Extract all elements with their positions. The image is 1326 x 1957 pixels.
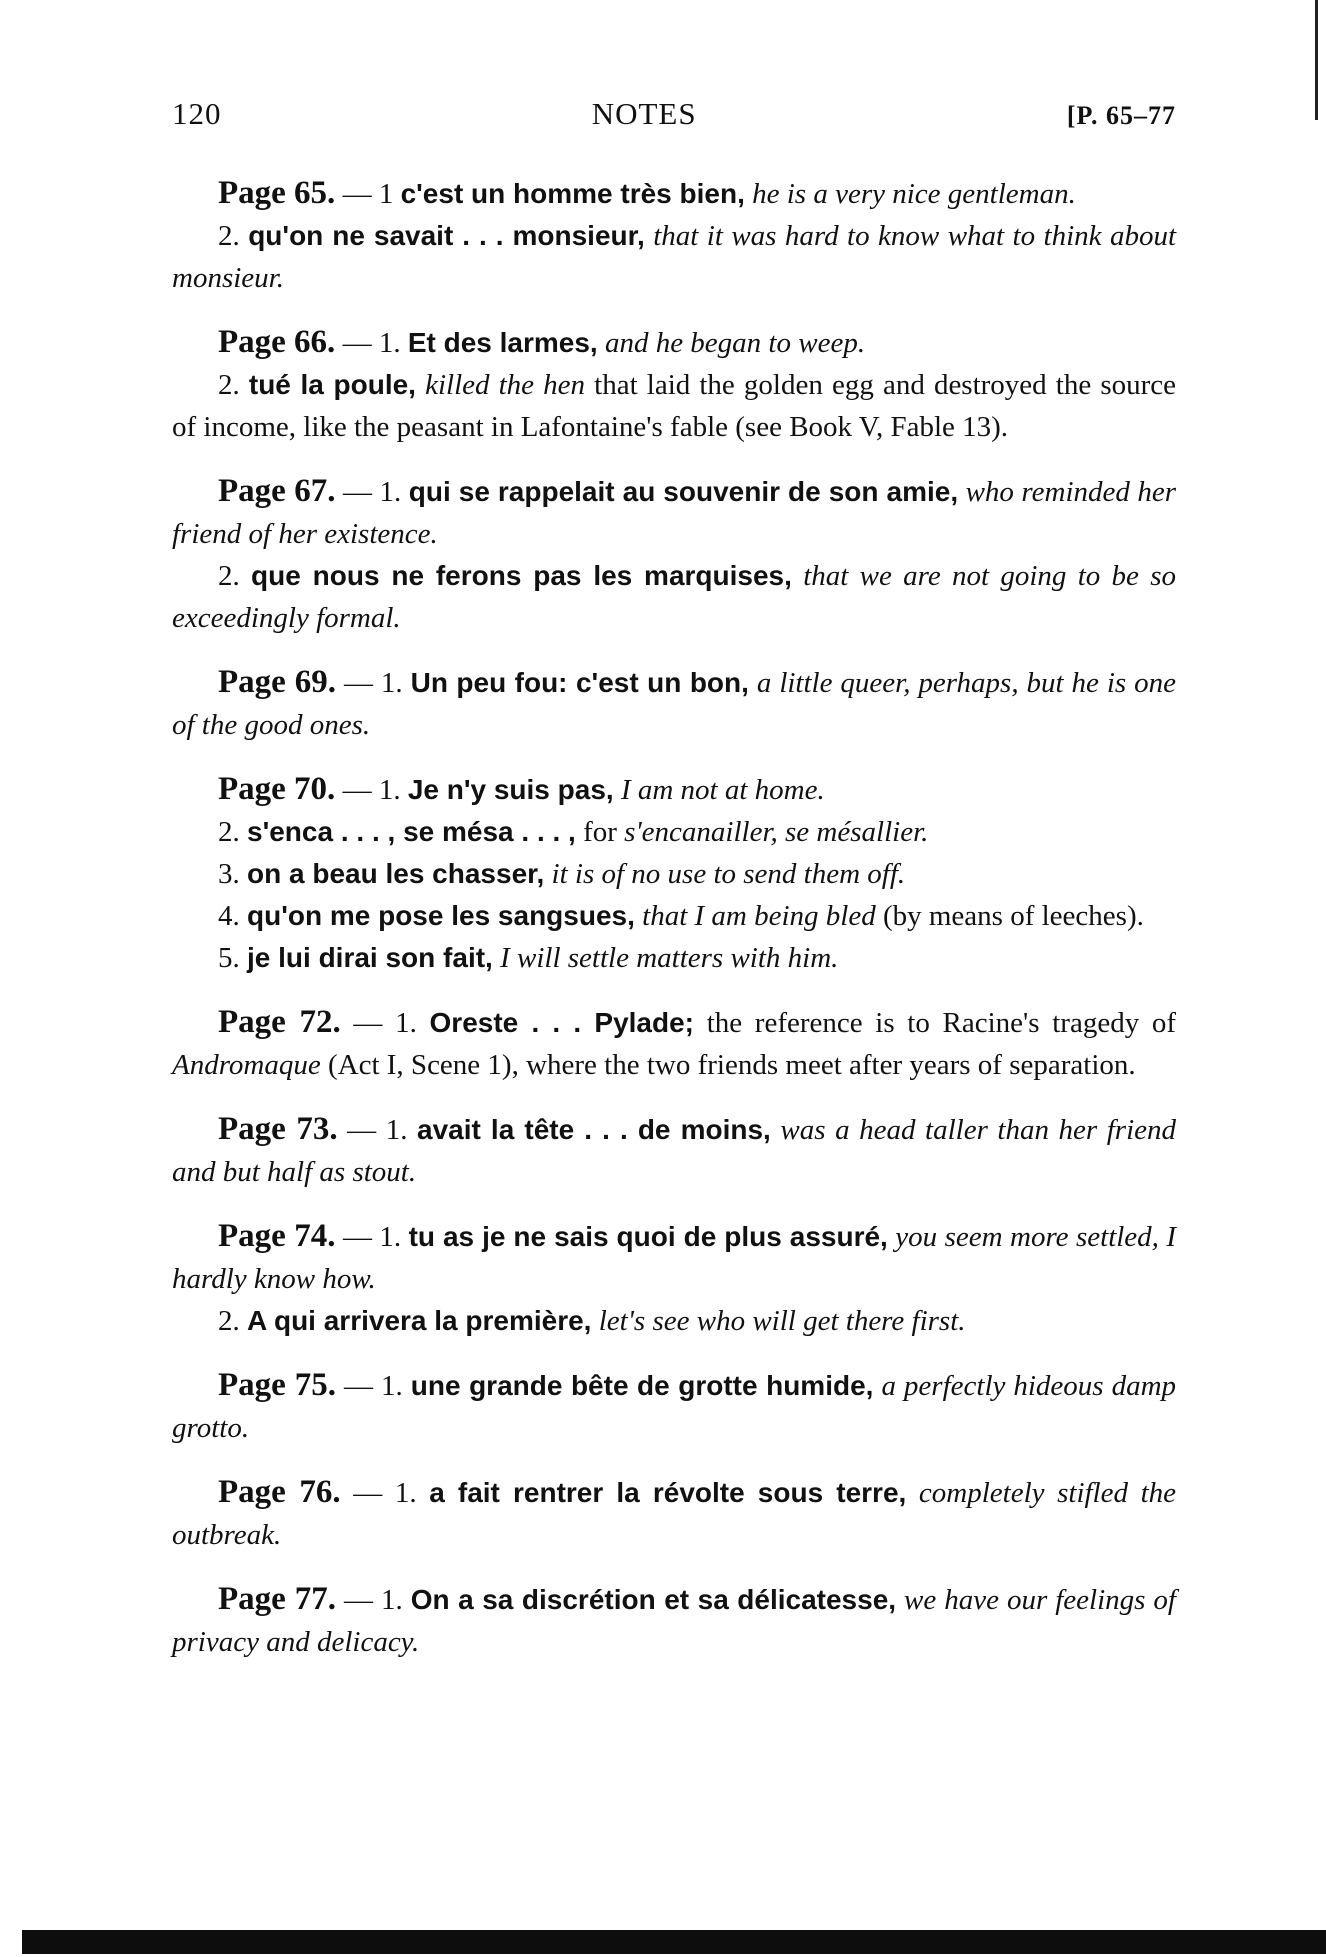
- note-item: [172, 215, 1176, 299]
- english-gloss: we have our feelings of privacy and delicacy.: [172, 1584, 1176, 1658]
- note-number: 1.: [381, 1370, 403, 1402]
- note-item: [172, 364, 1176, 448]
- note-number: 1.: [395, 1007, 417, 1039]
- french-phrase: s'enca . . . , se mésa . . . ,: [247, 816, 576, 847]
- note-number: 1.: [379, 476, 402, 508]
- note-item: Page 69. — 1. Un peu fou: c'est un bon, a little queer, perhaps, but he is one of the good ones.: [172, 664, 1177, 741]
- note-page-label: Page 76.: [218, 1474, 341, 1510]
- french-phrase: Oreste . . . Pylade;: [429, 1007, 694, 1038]
- note-item: [172, 811, 1176, 853]
- note-entry: [172, 321, 1176, 448]
- english-gloss: a little queer, perhaps, but he is one of the good ones.: [172, 667, 1177, 741]
- section-title: NOTES: [591, 96, 697, 131]
- french-phrase: tu as je ne sais quoi de plus assuré,: [408, 1221, 888, 1252]
- note-item: Page 74. — 1. tu as je ne sais quoi de plus assuré, you seem more settled, I hardly know how.: [172, 1218, 1177, 1295]
- english-gloss: you seem more settled, I hardly know how.: [172, 1221, 1177, 1295]
- note-item: [172, 555, 1176, 639]
- page-range: [P. 65–77: [1066, 101, 1176, 130]
- note-item: Page 77. — 1. On a sa discrétion et sa délicatesse, we have our feelings of privacy and delicacy.: [172, 1581, 1176, 1658]
- english-gloss: that I am being bled: [642, 900, 876, 932]
- note-number: 1.: [378, 327, 401, 359]
- notes-page: [172, 96, 1176, 1685]
- note-item: Page 72. — 1. Oreste . . . Pylade; the reference is to Racine's tragedy of Andromaque (Act I, Scene 1), where the two friends meet after years of separation.: [172, 1004, 1177, 1081]
- french-phrase: Je n'y suis pas,: [407, 774, 614, 805]
- note-number: 1.: [379, 1221, 402, 1253]
- french-phrase: une grande bête de grotte humide,: [410, 1370, 874, 1401]
- note-entry: [172, 661, 1176, 746]
- note-entry: [172, 1001, 1176, 1086]
- french-phrase: je lui dirai son fait,: [247, 942, 493, 973]
- note-item: [172, 895, 1176, 937]
- note-item: Page 75. — 1. une grande bête de grotte humide, a perfectly hideous damp grotto.: [172, 1367, 1177, 1444]
- running-head: [172, 96, 1176, 132]
- french-phrase: c'est un homme très bien,: [400, 178, 745, 209]
- english-gloss: I will settle matters with him.: [500, 942, 839, 974]
- note-item: [172, 1300, 1176, 1342]
- page-number: 120: [172, 96, 222, 131]
- note-page-label: Page 75.: [218, 1367, 337, 1403]
- note-entry: [172, 1215, 1176, 1342]
- note-number: 1.: [381, 1584, 403, 1616]
- french-phrase: qu'on me pose les sangsues,: [247, 900, 635, 931]
- english-gloss: let's see who will get there first.: [598, 1305, 966, 1337]
- french-phrase: On a sa discrétion et sa délicatesse,: [410, 1584, 897, 1615]
- note-number: 2.: [218, 560, 240, 592]
- french-phrase: que nous ne ferons pas les marquises,: [251, 560, 792, 591]
- french-phrase: on a beau les chasser,: [247, 858, 545, 889]
- note-text: (by means of leeches).: [882, 900, 1144, 932]
- english-gloss: who reminded her friend of her existence.: [172, 476, 1177, 550]
- french-phrase: Un peu fou: c'est un bon,: [410, 667, 749, 698]
- note-text: for: [583, 816, 617, 848]
- note-entry: [172, 1578, 1176, 1663]
- note-item: Page 76. — 1. a fait rentrer la révolte sous terre, completely stifled the outbreak.: [172, 1474, 1177, 1551]
- french-phrase: qu'on ne savait . . . monsieur,: [248, 220, 645, 251]
- note-text: that laid the golden egg and destroyed the source of income, like the peasant in Lafontaine's fable (see Book V, Fable 13).: [172, 369, 1177, 443]
- english-gloss: it is of no use to send them off.: [551, 858, 906, 890]
- french-phrase: avait la tête . . . de moins,: [417, 1114, 771, 1145]
- note-number: 2.: [218, 1305, 240, 1337]
- note-entry: [172, 172, 1176, 299]
- note-page-label: Page 72.: [218, 1004, 341, 1040]
- note-text: the reference is to Racine's tragedy of: [706, 1007, 1177, 1039]
- notes-list: [172, 172, 1176, 1663]
- english-gloss: I am not at home.: [620, 774, 825, 806]
- note-entry: [172, 1364, 1176, 1449]
- note-item: Page 73. — 1. avait la tête . . . de moins, was a head taller than her friend and but half as stout.: [172, 1111, 1177, 1188]
- note-page-label: Page 69.: [218, 664, 336, 700]
- english-gloss: and he began to weep.: [604, 327, 866, 359]
- note-number: 1.: [394, 1477, 417, 1509]
- english-gloss: a perfectly hideous damp grotto.: [172, 1370, 1177, 1444]
- note-entry: [172, 470, 1176, 639]
- french-phrase: A qui arrivera la première,: [247, 1305, 592, 1336]
- english-gloss: was a head taller than her friend and but half as stout.: [172, 1114, 1177, 1188]
- note-number: 1.: [378, 774, 401, 806]
- note-item: Page 70. — 1. Je n'y suis pas, I am not at home.: [218, 771, 825, 807]
- bottom-rule: [22, 1930, 1326, 1954]
- note-entry: [172, 1471, 1176, 1556]
- note-item: [172, 937, 1176, 979]
- note-page-label: Page 70.: [218, 771, 336, 807]
- note-item: Page 66. — 1. Et des larmes, and he began to weep.: [218, 324, 866, 360]
- english-gloss: he is a very nice gentleman.: [752, 178, 1076, 210]
- english-gloss: that we are not going to be so exceedingly formal.: [172, 560, 1177, 634]
- note-page-label: Page 77.: [218, 1581, 337, 1617]
- french-phrase: Et des larmes,: [407, 327, 598, 358]
- french-phrase: tué la poule,: [248, 369, 416, 400]
- note-page-label: Page 73.: [218, 1111, 338, 1147]
- note-number: 1.: [385, 1114, 408, 1146]
- note-number: 4.: [218, 900, 240, 932]
- english-gloss: Andromaque: [172, 1049, 321, 1081]
- note-page-label: Page 67.: [218, 473, 336, 509]
- note-item: Page 67. — 1. qui se rappelait au souvenir de son amie, who reminded her friend of her existence.: [172, 473, 1177, 550]
- french-phrase: a fait rentrer la révolte sous terre,: [429, 1477, 907, 1508]
- note-number: 5.: [218, 942, 240, 974]
- note-entry: [172, 1108, 1176, 1193]
- note-number: 2.: [218, 220, 240, 252]
- english-gloss: that it was hard to know what to think about monsieur.: [172, 220, 1177, 294]
- note-number: 2.: [218, 369, 240, 401]
- english-gloss: completely stifled the outbreak.: [172, 1477, 1177, 1551]
- note-entry: [172, 768, 1176, 979]
- note-page-label: Page 65.: [218, 175, 336, 211]
- note-number: 1: [378, 178, 394, 210]
- note-page-label: Page 74.: [218, 1218, 336, 1254]
- english-gloss: killed the hen: [425, 369, 586, 401]
- note-text: (Act I, Scene 1), where the two friends meet after years of separation.: [328, 1049, 1136, 1081]
- note-item: [172, 853, 1176, 895]
- note-number: 2.: [218, 816, 240, 848]
- french-phrase: qui se rappelait au souvenir de son amie,: [408, 476, 959, 507]
- note-number: 1.: [380, 667, 403, 699]
- english-gloss: s'encanailler, se mésallier.: [624, 816, 929, 848]
- note-number: 3.: [218, 858, 240, 890]
- note-page-label: Page 66.: [218, 324, 336, 360]
- page-edge-mark: [1315, 0, 1318, 120]
- note-item: Page 65. — 1 c'est un homme très bien, he is a very nice gentleman.: [218, 175, 1076, 211]
